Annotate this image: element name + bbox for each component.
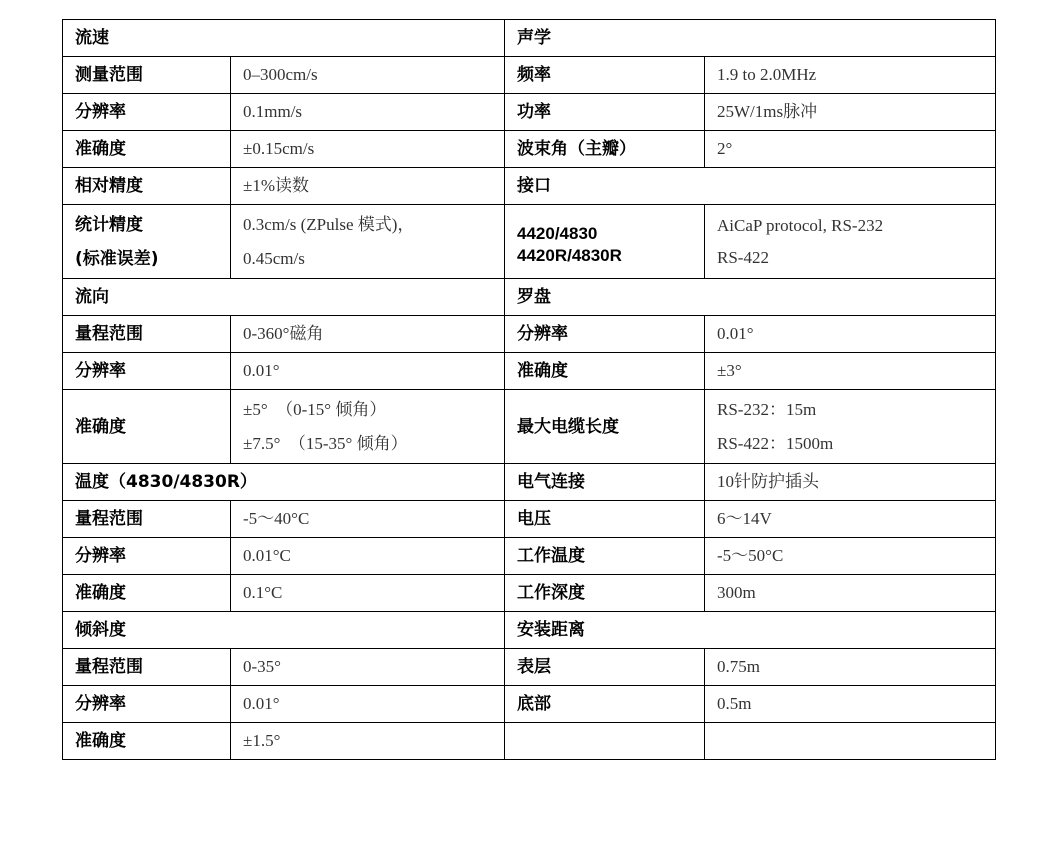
temp-range-value: -5～40°C	[231, 501, 505, 538]
table-row	[63, 20, 996, 57]
flow-accuracy-value: ±0.15cm/s	[231, 131, 505, 168]
section-acoustics: 声学	[505, 20, 996, 57]
table-row	[63, 649, 996, 686]
section-temperature: 温度（4830/4830R）	[63, 464, 505, 501]
direction-resolution-label: 分辨率	[63, 353, 231, 390]
table-row	[63, 686, 996, 723]
interface-models-line1: 4420/4830	[517, 223, 598, 243]
flow-range-label: 测量范围	[63, 57, 231, 94]
voltage-value: 6～14V	[705, 501, 996, 538]
direction-accuracy-line1: ±5° （0-15° 倾角）	[243, 399, 387, 419]
temp-resolution-label: 分辨率	[63, 538, 231, 575]
cable-length-line2: RS-422：1500m	[717, 433, 834, 453]
flow-range-value: 0–300cm/s	[231, 57, 505, 94]
surface-value: 0.75m	[705, 649, 996, 686]
voltage-label: 电压	[505, 501, 705, 538]
stat-precision-label-line2: (标准误差)	[75, 248, 159, 269]
temp-accuracy-value: 0.1°C	[231, 575, 505, 612]
interface-models-line2: 4420R/4830R	[517, 245, 622, 265]
cable-length-line1: RS-232：15m	[717, 399, 817, 419]
table-row	[63, 279, 996, 316]
power-value: 25W/1ms脉冲	[705, 94, 996, 131]
op-depth-value: 300m	[705, 575, 996, 612]
stat-precision-value	[231, 205, 505, 279]
op-temp-label: 工作温度	[505, 538, 705, 575]
section-tilt: 倾斜度	[63, 612, 505, 649]
table-row	[63, 131, 996, 168]
direction-range-value: 0-360°磁角	[231, 316, 505, 353]
section-compass: 罗盘	[505, 279, 996, 316]
compass-accuracy-label: 准确度	[505, 353, 705, 390]
interface-models	[505, 205, 705, 279]
empty-cell	[705, 723, 996, 760]
table-row	[63, 612, 996, 649]
table-row	[63, 57, 996, 94]
section-flow-direction: 流向	[63, 279, 505, 316]
table-row	[63, 538, 996, 575]
temp-resolution-value: 0.01°C	[231, 538, 505, 575]
table-row	[63, 316, 996, 353]
tilt-range-value: 0-35°	[231, 649, 505, 686]
table-row	[63, 205, 996, 279]
frequency-label: 频率	[505, 57, 705, 94]
table-row	[63, 464, 996, 501]
temp-range-label: 量程范围	[63, 501, 231, 538]
spec-table	[62, 19, 996, 760]
temp-accuracy-label: 准确度	[63, 575, 231, 612]
empty-cell	[505, 723, 705, 760]
tilt-resolution-value: 0.01°	[231, 686, 505, 723]
relative-precision-value: ±1%读数	[231, 168, 505, 205]
tilt-resolution-label: 分辨率	[63, 686, 231, 723]
direction-accuracy-label: 准确度	[63, 390, 231, 464]
surface-label: 表层	[505, 649, 705, 686]
flow-resolution-label: 分辨率	[63, 94, 231, 131]
tilt-accuracy-label: 准确度	[63, 723, 231, 760]
connector-value: 10针防护插头	[705, 464, 996, 501]
stat-precision-label	[63, 205, 231, 279]
direction-resolution-value: 0.01°	[231, 353, 505, 390]
bottom-value: 0.5m	[705, 686, 996, 723]
table-row	[63, 501, 996, 538]
tilt-range-label: 量程范围	[63, 649, 231, 686]
section-flow-speed: 流速	[63, 20, 505, 57]
table-row	[63, 390, 996, 464]
compass-accuracy-value: ±3°	[705, 353, 996, 390]
cable-length-label: 最大电缆长度	[505, 390, 705, 464]
stat-precision-label-line1: 统计精度	[75, 214, 143, 235]
section-interface: 接口	[505, 168, 996, 205]
table-row	[63, 94, 996, 131]
op-temp-value: -5～50°C	[705, 538, 996, 575]
interface-protocol-line1: AiCaP protocol, RS-232	[717, 215, 884, 235]
tilt-accuracy-value: ±1.5°	[231, 723, 505, 760]
beam-angle-value: 2°	[705, 131, 996, 168]
interface-protocol-line2: RS-422	[717, 247, 769, 267]
op-depth-label: 工作深度	[505, 575, 705, 612]
frequency-value: 1.9 to 2.0MHz	[705, 57, 996, 94]
table-row	[63, 353, 996, 390]
section-install-distance: 安装距离	[505, 612, 996, 649]
direction-range-label: 量程范围	[63, 316, 231, 353]
compass-resolution-value: 0.01°	[705, 316, 996, 353]
bottom-label: 底部	[505, 686, 705, 723]
relative-precision-label: 相对精度	[63, 168, 231, 205]
direction-accuracy-value	[231, 390, 505, 464]
cable-length-value	[705, 390, 996, 464]
table-row	[63, 168, 996, 205]
compass-resolution-label: 分辨率	[505, 316, 705, 353]
direction-accuracy-line2: ±7.5° （15-35° 倾角）	[243, 433, 408, 453]
flow-resolution-value: 0.1mm/s	[231, 94, 505, 131]
stat-precision-value-line1: 0.3cm/s (ZPulse 模式)，	[243, 214, 415, 234]
table-row	[63, 575, 996, 612]
interface-protocol	[705, 205, 996, 279]
table-row	[63, 723, 996, 760]
stat-precision-value-line2: 0.45cm/s	[243, 248, 305, 268]
power-label: 功率	[505, 94, 705, 131]
beam-angle-label: 波束角（主瓣）	[505, 131, 705, 168]
flow-accuracy-label: 准确度	[63, 131, 231, 168]
connector-label: 电气连接	[505, 464, 705, 501]
